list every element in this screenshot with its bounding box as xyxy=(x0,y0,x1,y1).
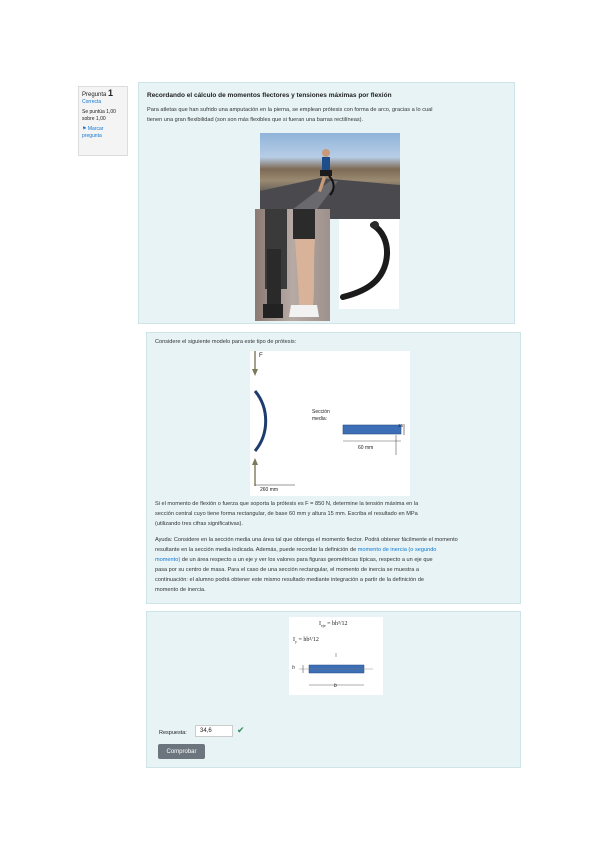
flag-question-link[interactable]: ⚑ Marcar pregunta xyxy=(82,126,104,139)
model-heading: Considere el siguiente modelo para este tipo de prótesis: xyxy=(155,339,297,345)
inertia-formula-2: $I_y = hb^3/12$ xyxy=(293,637,319,645)
moment-of-inertia-link[interactable]: momento de inercia (o segundo xyxy=(357,547,437,553)
question-intro-panel xyxy=(138,82,515,324)
answer-input[interactable]: 34,6 xyxy=(195,725,233,737)
question-status: Correcta xyxy=(82,99,102,105)
prosthetic-leg-photo xyxy=(255,209,330,321)
answer-label: Respuesta: xyxy=(159,730,187,736)
flag-icon: ⚑ xyxy=(82,126,87,132)
question-info-box xyxy=(78,86,128,156)
correct-check-icon: ✔ xyxy=(237,725,245,735)
second-moment-link[interactable]: momento) xyxy=(155,557,181,563)
span-label: 260 mm xyxy=(260,487,279,493)
runner-photo xyxy=(260,133,400,219)
question-title: Recordando el cálculo de momentos flectores y tensiones máximas por flexión xyxy=(147,92,392,99)
thickness-label: 15 xyxy=(398,423,404,428)
model-panel xyxy=(146,332,521,604)
score-line-1: Se puntúa 1,00 xyxy=(82,109,116,115)
section-label: Sección media: xyxy=(312,409,330,422)
answer-panel xyxy=(146,611,521,768)
height-dimension-label: h xyxy=(292,665,295,671)
intro-paragraph: Para atletas que han sufrido una amputación en la pierna, se emplean prótesis con forma de arco, gracias a lo cual tienen una gran flexibilidad (son son más flexibles que si fueran una barras rectilíneas). xyxy=(147,107,433,123)
base-dimension-label: b xyxy=(334,683,337,689)
prosthesis-model-diagram xyxy=(250,351,410,496)
inertia-formula-1: $I_{eje} = bh^3/12$ xyxy=(319,621,348,629)
problem-statement: Si el momento de flexión o fuerza que soporta la prótesis es F = 850 N, determine la tensión máxima en la sección central cuyo tiene forma rectangular, de base 60 mm y altura 15 mm. Escriba el resultado en MPa (utilizando tres cifras significativas). xyxy=(155,501,419,527)
score-line-2: sobre 1,00 xyxy=(82,116,106,122)
question-number: Pregunta 1 xyxy=(82,88,114,98)
inertia-figure xyxy=(289,617,383,695)
help-text: Ayuda: Considere en la sección media una área tal que obtenga el momento flector. Podrá obtener fácilmente el momento resultante en la sección media indicada. Además, puede recordar la definición de momento de inercia (o segundo momento) de un área respecto a un eje y ver los valores para figuras geométricas típicas, respecto a un eje que pasa por su centro de masa. Para el caso de una sección rectangular, el momento de inercia se muestra a continuación: el alumno podrá obtener este mismo resultado mediante integración a partir de la definición de momento de inercia. xyxy=(155,537,458,593)
check-button[interactable]: Comprobar xyxy=(158,744,205,759)
width-label: 60 mm xyxy=(358,445,374,451)
blade-prosthesis-photo xyxy=(339,219,399,309)
force-label: F xyxy=(259,353,263,359)
